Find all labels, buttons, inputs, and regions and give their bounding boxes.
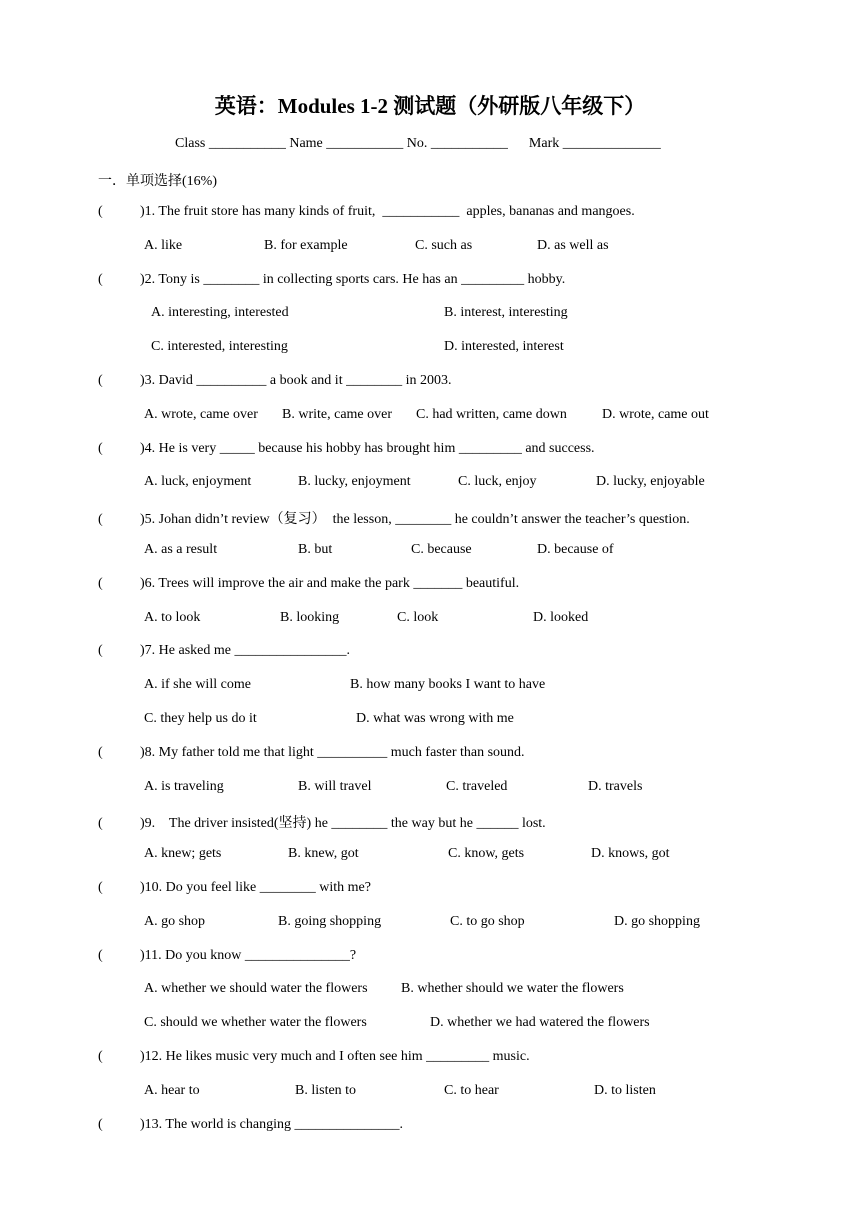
question-text: )6. Trees will improve the air and make the park _______ beautiful.: [140, 576, 520, 591]
question-text: )11. Do you know _______________?: [140, 948, 357, 963]
option-b: B. lucky, enjoyment: [298, 474, 411, 489]
option-c: C. they help us do it: [144, 711, 257, 726]
option-d: D. lucky, enjoyable: [596, 474, 705, 489]
option-a: A. is traveling: [144, 779, 224, 794]
option-b: B. how many books I want to have: [350, 677, 546, 692]
question-text: )9. The driver insisted(坚持) he ________ the way but he ______ lost.: [140, 816, 546, 831]
question-10: [98, 880, 371, 896]
question-text: )1. The fruit store has many kinds of fruit, ___________ apples, bananas and mangoes.: [140, 204, 635, 219]
option-a: A. to look: [144, 610, 201, 625]
option-a: A. hear to: [144, 1083, 200, 1098]
number-field: No. ___________: [406, 136, 508, 151]
option-b: B. but: [298, 542, 333, 557]
option-b: B. looking: [280, 610, 340, 625]
question-text: )7. He asked me ________________.: [140, 643, 350, 658]
option-a: A. wrote, came over: [144, 407, 258, 422]
option-d: D. go shopping: [614, 914, 700, 929]
question-text: )5. Johan didn’t review（复习） the lesson, ________ he couldn’t answer the teacher’s question.: [140, 512, 690, 527]
option-c: C. look: [397, 610, 439, 625]
answer-paren: (: [98, 373, 103, 388]
option-c: C. to hear: [444, 1083, 499, 1098]
class-field: Class ___________: [175, 136, 286, 151]
student-info-line: [175, 136, 661, 152]
option-c: C. traveled: [446, 779, 508, 794]
option-c: C. interested, interesting: [151, 339, 288, 354]
option-a: A. go shop: [144, 914, 206, 929]
option-d: D. to listen: [594, 1083, 656, 1098]
option-d: D. what was wrong with me: [356, 711, 514, 726]
question-4: [98, 441, 595, 457]
option-c: C. had written, came down: [416, 407, 567, 422]
option-b: B. for example: [264, 238, 348, 253]
answer-paren: (: [98, 204, 103, 219]
option-c: C. such as: [415, 238, 473, 253]
question-2: [98, 272, 565, 288]
option-b: B. will travel: [298, 779, 372, 794]
question-text: )4. He is very _____ because his hobby has brought him _________ and success.: [140, 441, 595, 456]
option-a: A. knew; gets: [144, 846, 222, 861]
answer-paren: (: [98, 272, 103, 287]
option-d: D. looked: [533, 610, 589, 625]
answer-paren: (: [98, 643, 103, 658]
question-text: )10. Do you feel like ________ with me?: [140, 880, 371, 895]
name-field: Name ___________: [289, 136, 404, 151]
option-a: A. as a result: [144, 542, 218, 557]
option-b: B. whether should we water the flowers: [401, 981, 624, 996]
question-12: [98, 1049, 530, 1065]
question-6: [98, 576, 519, 592]
question-3: [98, 373, 451, 389]
option-d: D. as well as: [537, 238, 609, 253]
option-a: A. whether we should water the flowers: [144, 981, 368, 996]
option-a: A. luck, enjoyment: [144, 474, 252, 489]
option-a: A. interesting, interested: [151, 305, 289, 320]
option-a: A. like: [144, 238, 183, 253]
question-text: )3. David __________ a book and it ________ in 2003.: [140, 373, 452, 388]
option-b: B. listen to: [295, 1083, 357, 1098]
option-a: A. if she will come: [144, 677, 251, 692]
answer-paren: (: [98, 880, 103, 895]
question-text: )13. The world is changing _______________.: [140, 1117, 403, 1132]
answer-paren: (: [98, 948, 103, 963]
section-heading-single-choice: 一．单项选择(16%): [98, 174, 217, 189]
option-b: B. going shopping: [278, 914, 382, 929]
question-5: [98, 508, 690, 528]
answer-paren: (: [98, 512, 103, 527]
option-d: D. interested, interest: [444, 339, 564, 354]
option-d: D. whether we had watered the flowers: [430, 1015, 650, 1030]
question-9: [98, 812, 546, 832]
question-7: [98, 643, 350, 659]
question-text: )12. He likes music very much and I often see him _________ music.: [140, 1049, 530, 1064]
document-title: 英语：Modules 1-2 测试题（外研版八年级下）: [214, 94, 646, 118]
option-b: B. interest, interesting: [444, 305, 568, 320]
option-c: C. because: [411, 542, 472, 557]
option-d: D. travels: [588, 779, 643, 794]
answer-paren: (: [98, 745, 103, 760]
option-b: B. knew, got: [288, 846, 359, 861]
mark-field: Mark ______________: [528, 136, 661, 151]
option-d: D. wrote, came out: [602, 407, 709, 422]
answer-paren: (: [98, 441, 103, 456]
answer-paren: (: [98, 1049, 103, 1064]
answer-paren: (: [98, 1117, 103, 1132]
answer-paren: (: [98, 576, 103, 591]
option-d: D. because of: [537, 542, 614, 557]
option-c: C. to go shop: [450, 914, 525, 929]
question-text: )2. Tony is ________ in collecting sports cars. He has an _________ hobby.: [140, 272, 566, 287]
option-c: C. luck, enjoy: [458, 474, 537, 489]
question-8: [98, 745, 525, 761]
option-b: B. write, came over: [282, 407, 393, 422]
answer-paren: (: [98, 816, 103, 831]
option-c: C. know, gets: [448, 846, 525, 861]
question-1: [98, 204, 635, 220]
question-11: [98, 948, 356, 964]
question-13: [98, 1117, 403, 1133]
option-c: C. should we whether water the flowers: [144, 1015, 367, 1030]
option-d: D. knows, got: [591, 846, 670, 861]
question-text: )8. My father told me that light __________ much faster than sound.: [140, 745, 525, 760]
